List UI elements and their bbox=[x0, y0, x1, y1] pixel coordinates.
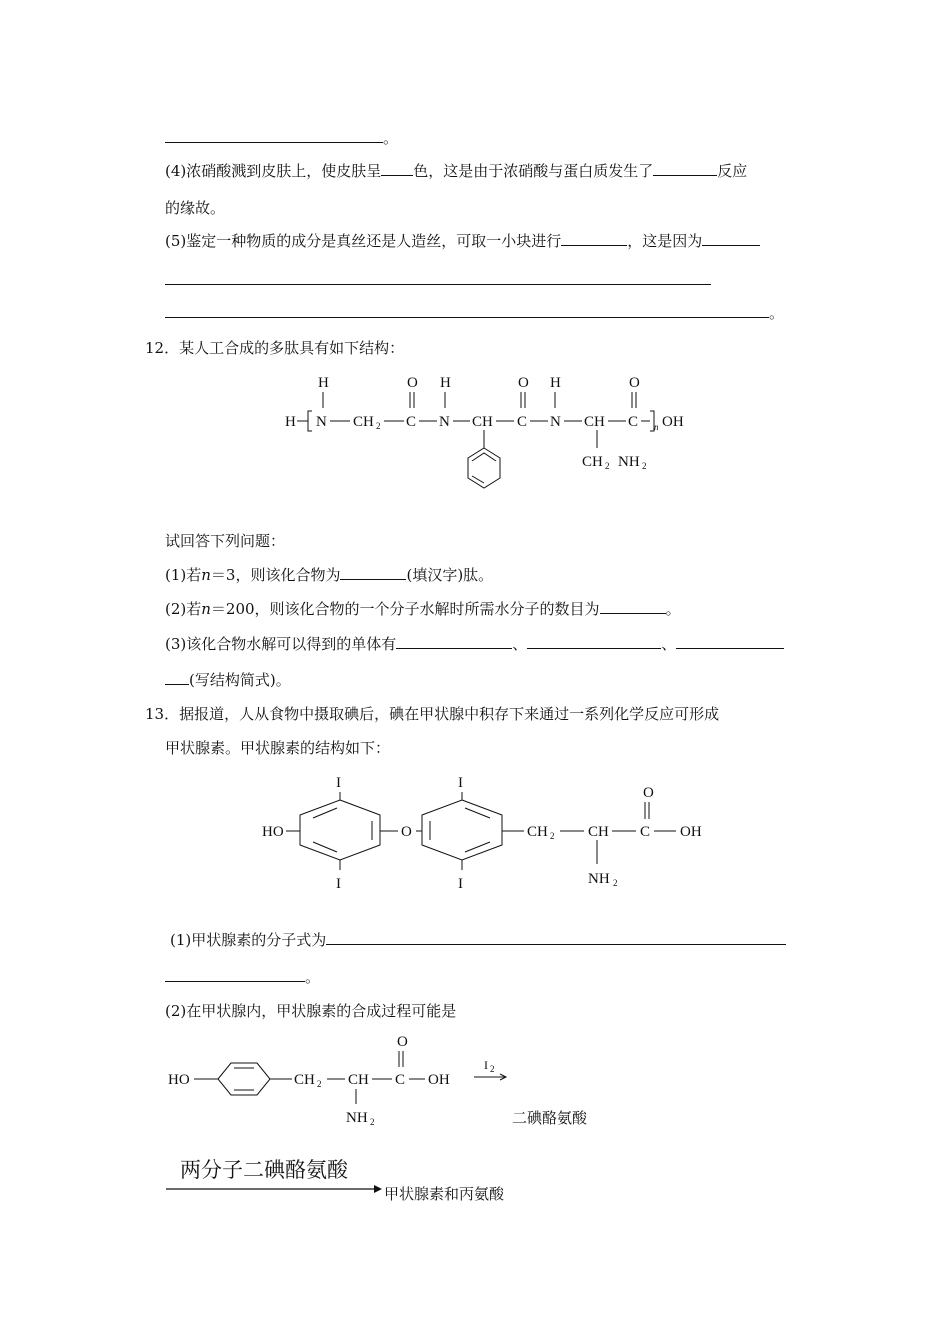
group-oh: OH bbox=[680, 824, 702, 840]
reagent-i2: I bbox=[484, 1058, 488, 1072]
atom-n: N bbox=[550, 414, 561, 430]
atom-i: I bbox=[336, 876, 341, 892]
answer-blank[interactable] bbox=[381, 161, 413, 176]
atom-o: O bbox=[397, 1034, 408, 1050]
q12-heading: 12．某人工合成的多肽具有如下结构： bbox=[145, 339, 405, 357]
answer-blank[interactable] bbox=[527, 634, 661, 649]
answer-blank[interactable] bbox=[165, 967, 305, 982]
period: 。 bbox=[665, 600, 681, 618]
period: 。 bbox=[383, 129, 399, 147]
atom-h: H bbox=[550, 375, 561, 391]
group-ch: CH bbox=[584, 414, 605, 430]
q11-p4-text-a: (4)浓硝酸溅到皮肤上，使皮肤呈 bbox=[165, 162, 382, 180]
group-ch2: CH bbox=[353, 414, 374, 430]
q11-p5-text-b: ，这是因为 bbox=[627, 232, 703, 250]
subscript-2: 2 bbox=[370, 1117, 375, 1127]
answer-blank[interactable] bbox=[676, 634, 784, 649]
separator: 、 bbox=[661, 635, 677, 653]
answer-blank[interactable] bbox=[165, 270, 711, 285]
atom-c: C bbox=[395, 1072, 406, 1088]
q12-p1-text-c: (填汉字)肽。 bbox=[406, 566, 494, 584]
q11-p5-text-a: (5)鉴定一种物质的成分是真丝还是人造丝，可取一小块进行 bbox=[165, 232, 562, 250]
atom-o: O bbox=[401, 824, 412, 840]
variable-n: n bbox=[201, 566, 211, 584]
product-thyroxine-alanine: 甲状腺素和丙氨酸 bbox=[384, 1185, 505, 1203]
atom-n: N bbox=[316, 414, 327, 430]
subscript-2: 2 bbox=[550, 831, 555, 841]
atom-i: I bbox=[336, 775, 341, 791]
group-ch: CH bbox=[588, 824, 609, 840]
subscript-2: 2 bbox=[613, 878, 618, 888]
q12-part3-cont bbox=[165, 670, 291, 690]
q11-p4-text-b: 色，这是由于浓硝酸与蛋白质发生了 bbox=[413, 162, 654, 180]
atom-i: I bbox=[458, 775, 463, 791]
answer-blank[interactable] bbox=[165, 128, 383, 143]
atom-h: H bbox=[318, 375, 329, 391]
q11-p5-line3 bbox=[165, 303, 784, 323]
repeat-n: n bbox=[654, 422, 659, 432]
q12-p1-text-b: ＝3，则该化合物为 bbox=[210, 566, 341, 584]
subscript-2: 2 bbox=[490, 1064, 495, 1074]
q12-part1 bbox=[165, 565, 493, 585]
separator: 、 bbox=[512, 635, 528, 653]
group-nh2: NH bbox=[588, 871, 610, 887]
atom-i: I bbox=[458, 876, 463, 892]
group-ch2: CH bbox=[294, 1072, 315, 1088]
q11-blank-line bbox=[165, 128, 398, 148]
step2-label: 两分子二碘酪氨酸 bbox=[180, 1158, 348, 1182]
variable-n: n bbox=[201, 600, 211, 618]
q12-p3-text-b: (写结构简式)。 bbox=[189, 671, 291, 689]
q12-p2-text-b: ＝200，则该化合物的一个分子水解时所需水分子的数目为 bbox=[210, 600, 600, 618]
subscript-2: 2 bbox=[605, 461, 610, 471]
atom-o: O bbox=[643, 785, 654, 801]
q13-heading-cont: 甲状腺素。甲状腺素的结构如下： bbox=[165, 739, 391, 757]
atom-h: H bbox=[440, 375, 451, 391]
answer-blank[interactable] bbox=[561, 231, 627, 246]
q12-ask: 试回答下列问题： bbox=[165, 532, 286, 550]
answer-blank[interactable] bbox=[340, 565, 406, 580]
atom-c: C bbox=[640, 824, 651, 840]
q11-part5 bbox=[165, 231, 760, 251]
q11-part4-cont: 的缘故。 bbox=[165, 199, 226, 217]
q13-p1-text: (1)甲状腺素的分子式为 bbox=[170, 931, 327, 949]
subscript-2: 2 bbox=[376, 421, 381, 431]
product-diiodotyrosine: 二碘酪氨酸 bbox=[512, 1109, 588, 1127]
answer-blank[interactable] bbox=[326, 930, 786, 945]
group-nh2: NH bbox=[346, 1110, 368, 1126]
group-nh2: NH bbox=[618, 454, 640, 470]
q13-part1 bbox=[170, 930, 786, 950]
answer-blank[interactable] bbox=[600, 599, 666, 614]
q12-p1-text-a: (1)若 bbox=[165, 566, 202, 584]
group-ch: CH bbox=[348, 1072, 369, 1088]
atom-h: H bbox=[285, 414, 296, 430]
period: 。 bbox=[769, 304, 785, 322]
answer-blank[interactable] bbox=[396, 634, 512, 649]
atom-o: O bbox=[518, 375, 529, 391]
q12-p2-text-a: (2)若 bbox=[165, 600, 202, 618]
q11-part4 bbox=[165, 161, 747, 181]
answer-blank[interactable] bbox=[702, 231, 760, 246]
subscript-2: 2 bbox=[317, 1079, 322, 1089]
group-ho: HO bbox=[262, 824, 284, 840]
atom-o: O bbox=[407, 375, 418, 391]
q13-part2: (2)在甲状腺内，甲状腺素的合成过程可能是 bbox=[165, 1002, 457, 1020]
subscript-2: 2 bbox=[642, 461, 647, 471]
group-ch2: CH bbox=[527, 824, 548, 840]
q12-part3 bbox=[165, 634, 784, 654]
group-ho: HO bbox=[168, 1072, 190, 1088]
q11-p5-line2 bbox=[165, 270, 711, 290]
q12-part2 bbox=[165, 599, 681, 619]
group-oh: OH bbox=[662, 414, 684, 430]
atom-n: N bbox=[439, 414, 450, 430]
atom-o: O bbox=[629, 375, 640, 391]
group-ch: CH bbox=[472, 414, 493, 430]
q13-part1-cont bbox=[165, 967, 320, 987]
period: 。 bbox=[305, 968, 321, 986]
answer-blank[interactable] bbox=[165, 303, 769, 318]
atom-c: C bbox=[628, 414, 639, 430]
q13-heading: 13．据报道，人从食物中摄取碘后，碘在甲状腺中积存下来通过一系列化学反应可形成 bbox=[145, 705, 720, 723]
atom-c: C bbox=[517, 414, 528, 430]
group-ch2: CH bbox=[582, 454, 603, 470]
q11-p4-text-c: 反应 bbox=[717, 162, 748, 180]
atom-c: C bbox=[406, 414, 417, 430]
q12-p3-text-a: (3)该化合物水解可以得到的单体有 bbox=[165, 635, 397, 653]
group-oh: OH bbox=[428, 1072, 450, 1088]
answer-blank[interactable] bbox=[165, 670, 189, 685]
answer-blank[interactable] bbox=[653, 161, 717, 176]
